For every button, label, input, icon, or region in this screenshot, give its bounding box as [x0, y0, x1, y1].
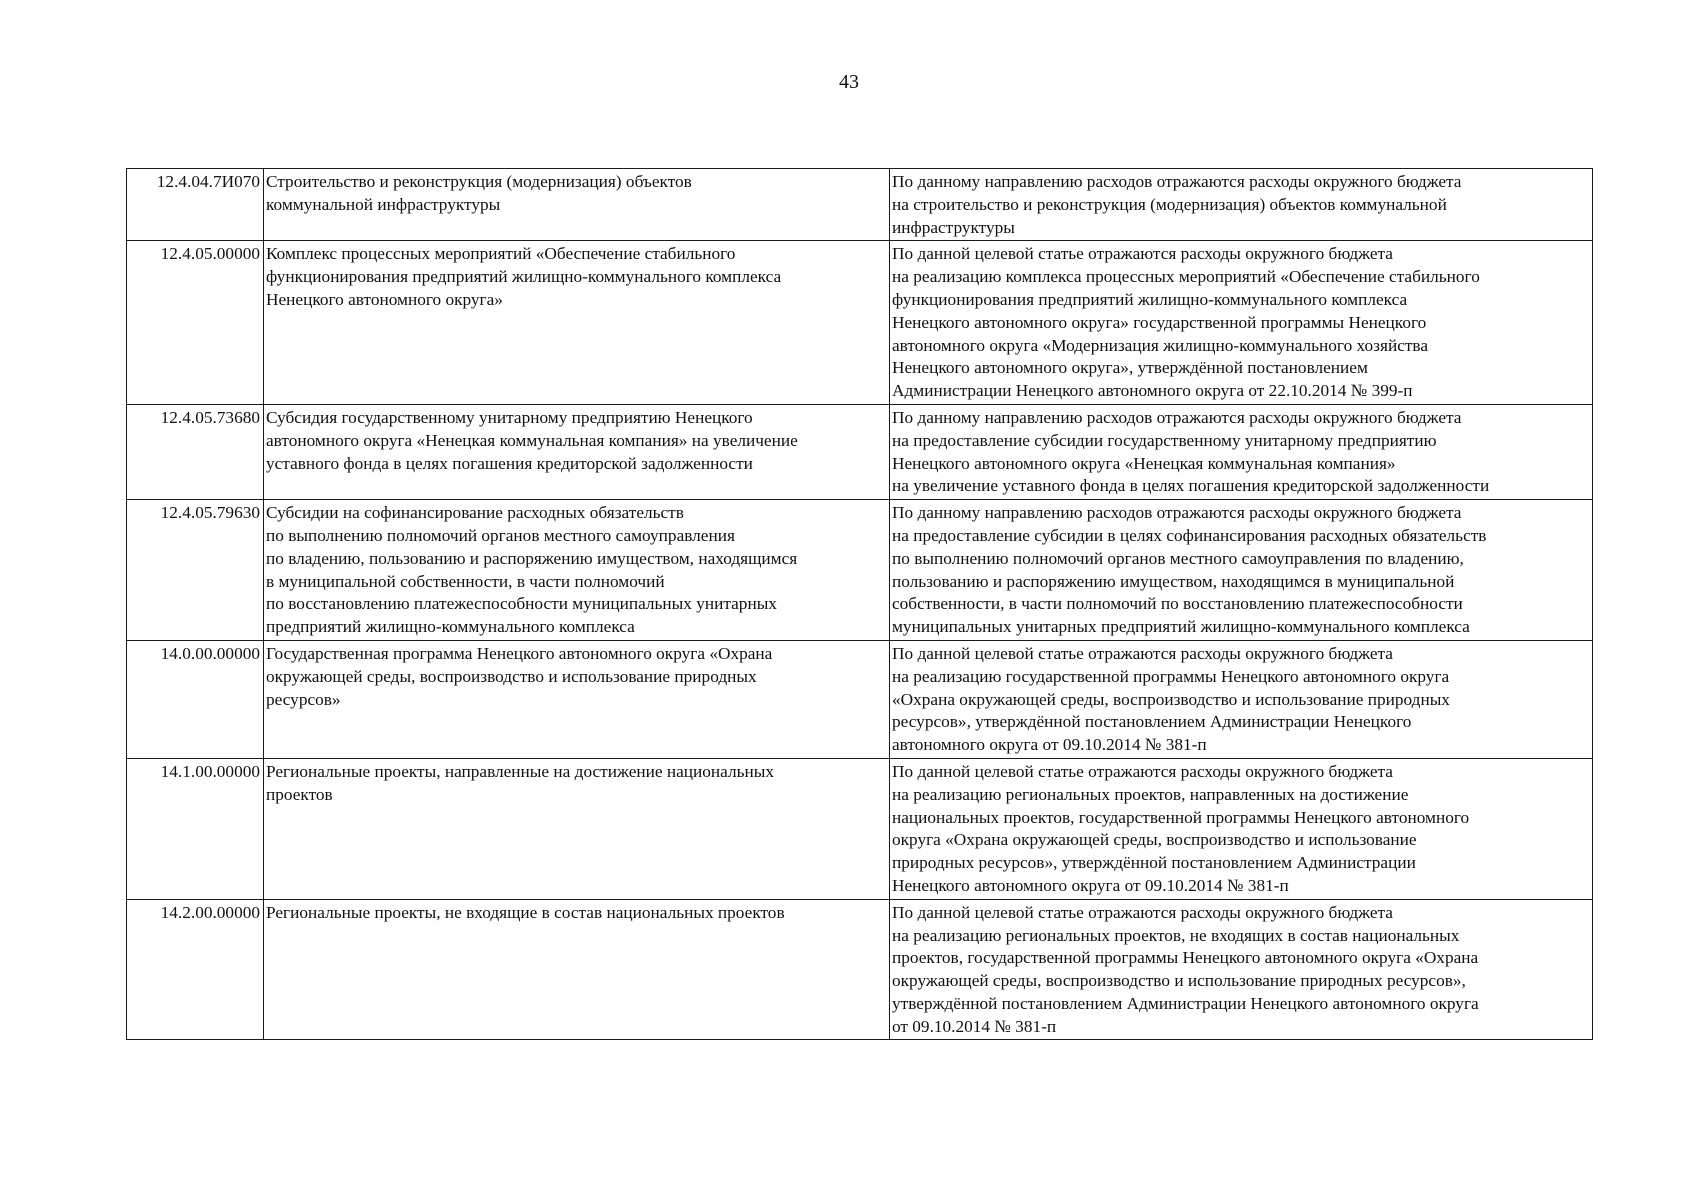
table-row	[127, 169, 1593, 241]
target-article-name: Субсидия государственному унитарному предприятию Ненецкого автономного округа «Ненецкая коммунальная компания» на увеличение уставного фонда в целях погашения кредиторской задолженности	[264, 404, 890, 499]
target-article-code: 12.4.05.73680	[127, 404, 264, 499]
target-article-description: По данной целевой статье отражаются расходы окружного бюджета на реализацию комплекса процессных мероприятий «Обеспечение стабильного функционирования предприятий жилищно-коммунального комплекса Ненецкого автономного округа» государственной программы Ненецкого автономного округа «Модернизация жилищно-коммунального хозяйства Ненецкого автономного округа», утверждённой постановлением Администрации Ненецкого автономного округа от 22.10.2014 № 399-п	[890, 241, 1593, 405]
target-article-description: По данному направлению расходов отражаются расходы окружного бюджета на предоставление субсидии в целях софинансирования расходных обязательств по выполнению полномочий органов местного самоуправления по владению, пользованию и распоряжению имуществом, находящимся в муниципальной собственности, в части полномочий по восстановлению платежеспособности муниципальных унитарных предприятий жилищно-коммунального комплекса	[890, 500, 1593, 641]
page-number: 43	[839, 71, 859, 93]
target-article-name: Строительство и реконструкция (модернизация) объектов коммунальной инфраструктуры	[264, 169, 890, 241]
target-article-code: 12.4.05.00000	[127, 241, 264, 405]
table-row	[127, 241, 1593, 405]
table-row	[127, 899, 1593, 1040]
target-article-code: 12.4.04.7И070	[127, 169, 264, 241]
target-article-name: Региональные проекты, направленные на достижение национальных проектов	[264, 758, 890, 899]
target-article-description: По данному направлению расходов отражаются расходы окружного бюджета на предоставление субсидии государственному унитарному предприятию Ненецкого автономного округа «Ненецкая коммунальная компания» на увеличение уставного фонда в целях погашения кредиторской задолженности	[890, 404, 1593, 499]
table-row	[127, 640, 1593, 758]
table-row	[127, 500, 1593, 641]
target-article-code: 14.0.00.00000	[127, 640, 264, 758]
target-article-description: По данной целевой статье отражаются расходы окружного бюджета на реализацию региональных проектов, направленных на достижение национальных проектов, государственной программы Ненецкого автономного округа «Охрана окружающей среды, воспроизводство и использование природных ресурсов», утверждённой постановлением Администрации Ненецкого автономного округа от 09.10.2014 № 381-п	[890, 758, 1593, 899]
target-article-description: По данной целевой статье отражаются расходы окружного бюджета на реализацию региональных проектов, не входящих в состав национальных проектов, государственной программы Ненецкого автономного округа «Охрана окружающей среды, воспроизводство и использование природных ресурсов», утверждённой постановлением Администрации Ненецкого автономного округа от 09.10.2014 № 381-п	[890, 899, 1593, 1040]
target-article-code: 14.2.00.00000	[127, 899, 264, 1040]
table-row	[127, 758, 1593, 899]
target-article-name: Региональные проекты, не входящие в состав национальных проектов	[264, 899, 890, 1040]
target-article-description: По данной целевой статье отражаются расходы окружного бюджета на реализацию государственной программы Ненецкого автономного округа «Охрана окружающей среды, воспроизводство и использование природных ресурсов», утверждённой постановлением Администрации Ненецкого автономного округа от 09.10.2014 № 381-п	[890, 640, 1593, 758]
table-row	[127, 404, 1593, 499]
target-article-code: 14.1.00.00000	[127, 758, 264, 899]
budget-classification-table	[126, 168, 1593, 1040]
target-article-name: Субсидии на софинансирование расходных обязательств по выполнению полномочий органов местного самоуправления по владению, пользованию и распоряжению имуществом, находящимся в муниципальной собственности, в части полномочий по восстановлению платежеспособности муниципальных унитарных предприятий жилищно-коммунального комплекса	[264, 500, 890, 641]
target-article-description: По данному направлению расходов отражаются расходы окружного бюджета на строительство и реконструкция (модернизация) объектов коммунальной инфраструктуры	[890, 169, 1593, 241]
target-article-name: Комплекс процессных мероприятий «Обеспечение стабильного функционирования предприятий жилищно-коммунального комплекса Ненецкого автономного округа»	[264, 241, 890, 405]
target-article-code: 12.4.05.79630	[127, 500, 264, 641]
target-article-name: Государственная программа Ненецкого автономного округа «Охрана окружающей среды, воспроизводство и использование природных ресурсов»	[264, 640, 890, 758]
